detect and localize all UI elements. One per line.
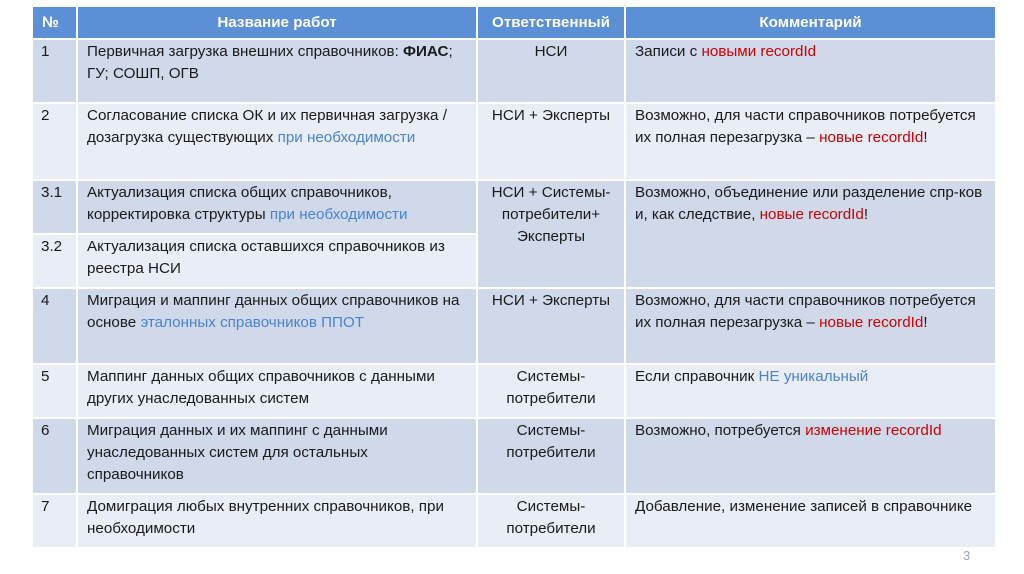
- table-row: [32, 39, 996, 103]
- header-work-name: Название работ: [77, 6, 477, 39]
- comment-text: !: [923, 314, 928, 331]
- row-number: 7: [32, 494, 77, 548]
- comment-highlight-red: новыми recordId: [701, 43, 817, 60]
- comment-text: !: [923, 129, 928, 146]
- work-cell: [77, 39, 477, 103]
- comment-text: Возможно, для части справочников потребуется их полная перезагрузка –: [635, 292, 976, 331]
- responsible-cell: Системы-потребители: [477, 418, 625, 494]
- comment-cell: [625, 180, 996, 288]
- comment-cell: [625, 103, 996, 180]
- work-text: Актуализация списка общих справочников, корректировка структуры: [87, 184, 392, 223]
- comment-cell: Добавление, изменение записей в справочнике: [625, 494, 996, 548]
- responsible-cell: НСИ: [477, 39, 625, 103]
- work-text: ; ГУ; СОШП, ОГВ: [87, 43, 453, 82]
- comment-text: Записи с: [635, 43, 702, 60]
- work-text: Согласование списка ОК и их первичная загрузка / дозагрузка существующих: [87, 107, 447, 146]
- table-header-row: [32, 6, 996, 39]
- page-number: 3: [963, 548, 971, 563]
- responsible-cell: НСИ + Эксперты: [477, 103, 625, 180]
- table-row: [32, 418, 996, 494]
- work-cell: Маппинг данных общих справочников с данными других унаследованных систем: [77, 364, 477, 418]
- comment-highlight-blue: НЕ уникальный: [758, 368, 869, 385]
- header-comment: Комментарий: [625, 6, 996, 39]
- table-row: [32, 288, 996, 364]
- responsible-cell: НСИ + Системы-потребители+ Эксперты: [477, 180, 625, 288]
- comment-highlight-red: новые recordId: [819, 129, 924, 146]
- comment-text: !: [863, 206, 869, 223]
- header-responsible: Ответственный: [477, 6, 625, 39]
- responsible-cell: Системы-потребители: [477, 494, 625, 548]
- works-table: [31, 5, 997, 549]
- comment-text: Возможно, для части справочников потребуется их полная перезагрузка –: [635, 107, 976, 146]
- work-cell: Актуализация списка оставшихся справочников из реестра НСИ: [77, 234, 477, 288]
- row-number: 5: [32, 364, 77, 418]
- work-cell: [77, 288, 477, 364]
- comment-text: Возможно, объединение или разделение спр-ков и, как следствие,: [635, 184, 983, 223]
- work-cell: [77, 180, 477, 234]
- work-text-bold: ФИАС: [403, 43, 449, 60]
- work-cell: Домиграция любых внутренних справочников, при необходимости: [77, 494, 477, 548]
- work-highlight-blue: эталонных справочников ППОТ: [140, 314, 365, 331]
- row-number: 3.1: [32, 180, 77, 234]
- work-cell: [77, 103, 477, 180]
- responsible-cell: НСИ + Эксперты: [477, 288, 625, 364]
- comment-cell: [625, 364, 996, 418]
- comment-highlight-red: новые recordId: [819, 314, 924, 331]
- table-row: [32, 364, 996, 418]
- work-highlight-blue: при необходимости: [277, 129, 416, 146]
- comment-cell: [625, 418, 996, 494]
- comment-cell: [625, 288, 996, 364]
- comment-cell: [625, 39, 996, 103]
- table-row: [32, 494, 996, 548]
- comment-highlight-red: изменение recordId: [805, 422, 942, 439]
- row-number: 2: [32, 103, 77, 180]
- comment-highlight-red: новые recordId: [759, 206, 864, 223]
- table-row: [32, 103, 996, 180]
- comment-text: Если справочник: [635, 368, 759, 385]
- work-highlight-blue: при необходимости: [269, 206, 408, 223]
- row-number: 6: [32, 418, 77, 494]
- row-number: 3.2: [32, 234, 77, 288]
- work-text: Первичная загрузка внешних справочников:: [87, 43, 404, 60]
- row-number: 4: [32, 288, 77, 364]
- table-row: [32, 180, 996, 234]
- comment-text: Возможно, потребуется: [635, 422, 806, 439]
- row-number: 1: [32, 39, 77, 103]
- header-number: №: [32, 6, 77, 39]
- responsible-cell: Системы-потребители: [477, 364, 625, 418]
- work-text: Миграция и маппинг данных общих справочников на основе: [87, 292, 460, 331]
- work-cell: Миграция данных и их маппинг с данными унаследованных систем для остальных справочников: [77, 418, 477, 494]
